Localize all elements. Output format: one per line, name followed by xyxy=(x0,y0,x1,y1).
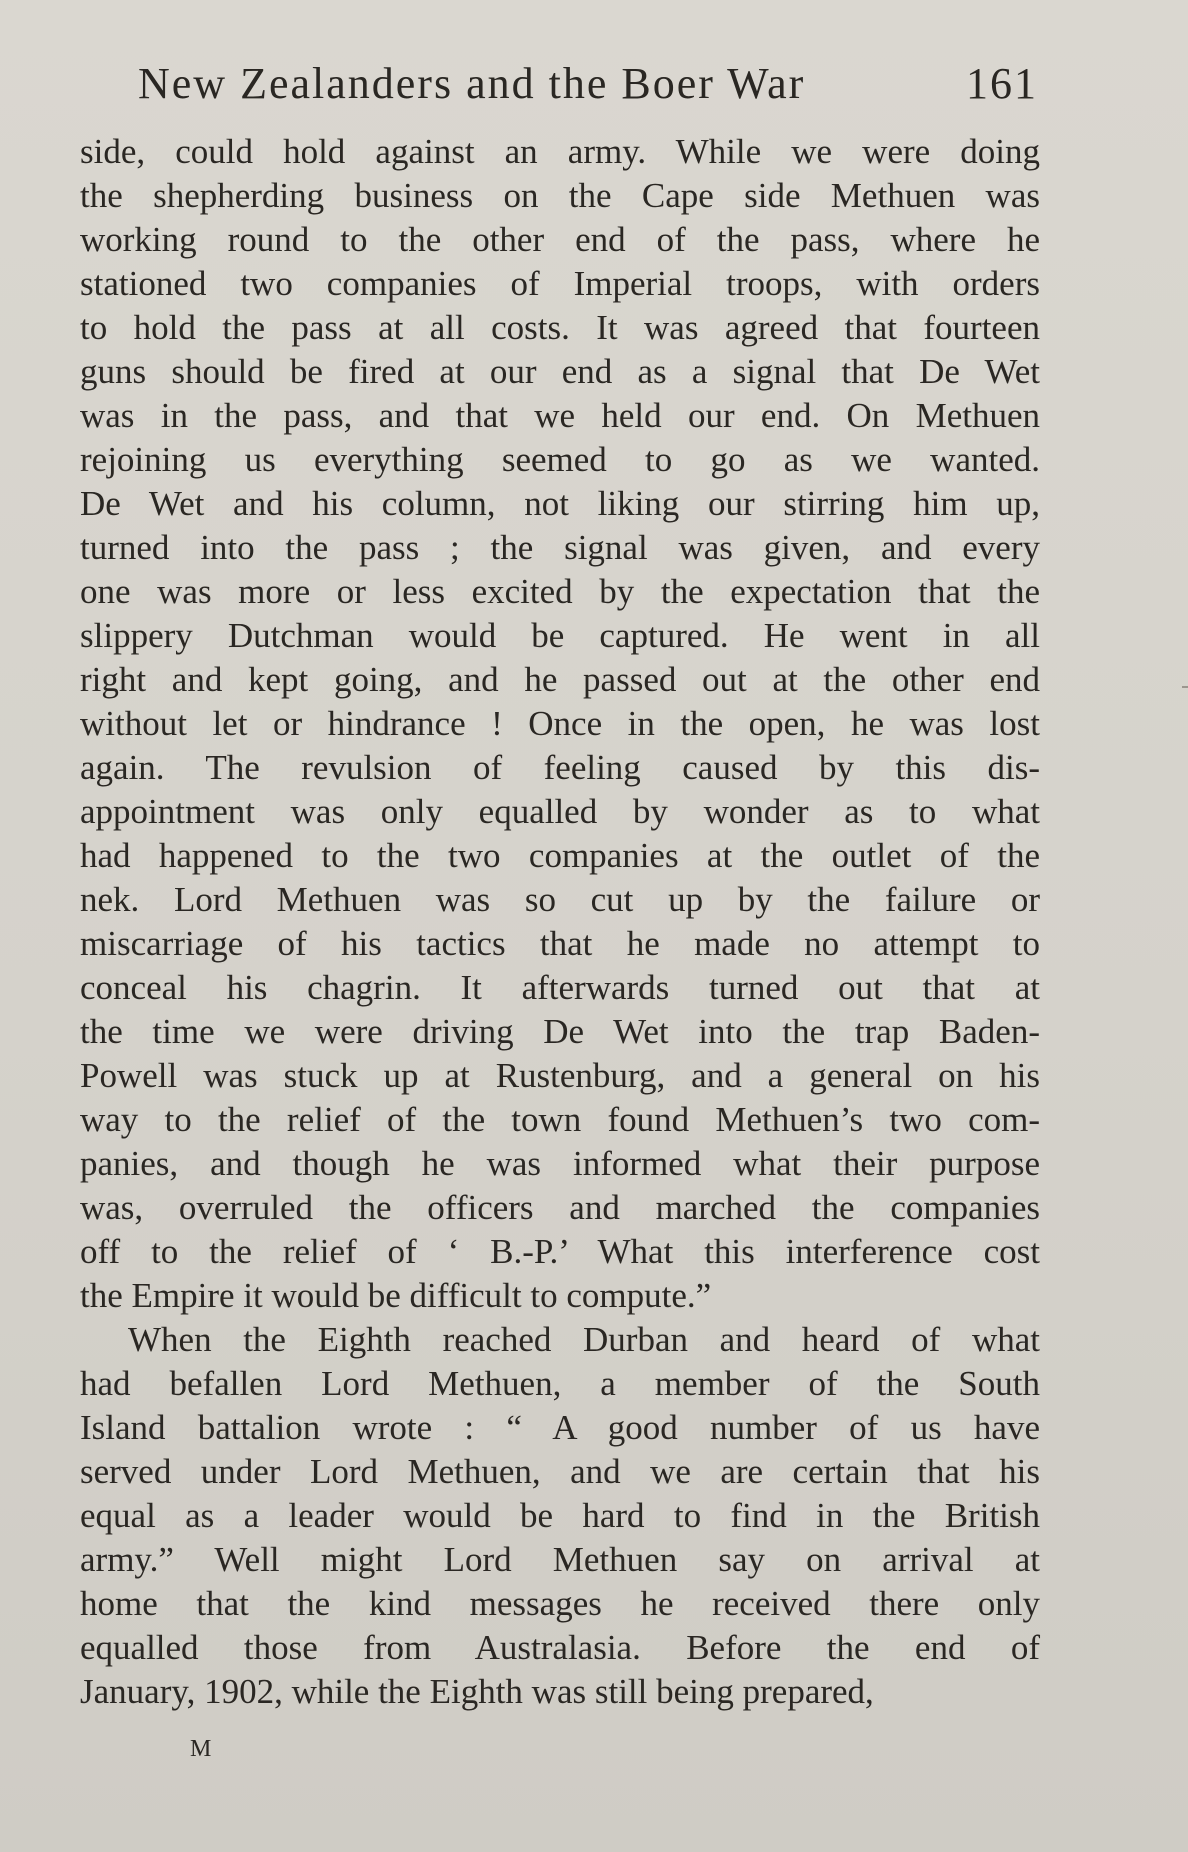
text-line: the Empire it would be difficult to compute.” xyxy=(80,1276,712,1315)
text-line: home that the kind messages he received there only xyxy=(80,1584,1040,1623)
text-line: nek. Lord Methuen was so cut up by the failure or xyxy=(80,880,1040,919)
text-line: equal as a leader would be hard to find in the British xyxy=(80,1496,1040,1535)
text-line: appointment was only equalled by wonder as to what xyxy=(80,792,1040,831)
text-line: served under Lord Methuen, and we are certain that his xyxy=(80,1452,1040,1491)
running-title: New Zealanders and the Boer War xyxy=(138,59,806,108)
text-line: panies, and though he was informed what their purpose xyxy=(80,1144,1040,1183)
paragraph-1 xyxy=(80,130,1040,1318)
text-line: was in the pass, and that we held our end. On Methuen xyxy=(80,396,1040,435)
text-line: equalled those from Australasia. Before the end of xyxy=(80,1628,1040,1667)
text-line: Island battalion wrote : “ A good number of us have xyxy=(80,1408,1040,1447)
text-line: turned into the pass ; the signal was given, and every xyxy=(80,528,1040,567)
text-line: miscarriage of his tactics that he made no attempt to xyxy=(80,924,1040,963)
text-line: had befallen Lord Methuen, a member of the South xyxy=(80,1364,1040,1403)
text-line: the shepherding business on the Cape side Methuen was xyxy=(80,176,1040,215)
paragraph-2 xyxy=(80,1318,1040,1714)
text-line: the time we were driving De Wet into the trap Baden- xyxy=(80,1012,1040,1051)
text-line: De Wet and his column, not liking our stirring him up, xyxy=(80,484,1040,523)
text-line: January, 1902, while the Eighth was still being prepared, xyxy=(80,1672,874,1711)
text-line: guns should be fired at our end as a signal that De Wet xyxy=(80,352,1040,391)
signature-mark: M xyxy=(190,1736,213,1762)
text-line: conceal his chagrin. It afterwards turned out that at xyxy=(80,968,1040,1007)
text-line: working round to the other end of the pass, where he xyxy=(80,220,1040,259)
body-text xyxy=(80,130,1040,1714)
text-line: Powell was stuck up at Rustenburg, and a general on his xyxy=(80,1056,1040,1095)
running-header xyxy=(138,50,1038,110)
text-line: side, could hold against an army. While we were doing xyxy=(80,132,1040,171)
text-line: army.” Well might Lord Methuen say on arrival at xyxy=(80,1540,1040,1579)
text-line: had happened to the two companies at the outlet of the xyxy=(80,836,1040,875)
text-line: one was more or less excited by the expectation that the xyxy=(80,572,1040,611)
text-line: When the Eighth reached Durban and heard of what xyxy=(128,1320,1040,1359)
text-line: way to the relief of the town found Methuen’s two com- xyxy=(80,1100,1040,1139)
page-edge-mark xyxy=(1182,686,1188,688)
text-line: slippery Dutchman would be captured. He went in all xyxy=(80,616,1040,655)
text-line: was, overruled the officers and marched the companies xyxy=(80,1188,1040,1227)
text-line: off to the relief of ‘ B.-P.’ What this interference cost xyxy=(80,1232,1040,1271)
text-line: stationed two companies of Imperial troops, with orders xyxy=(80,264,1040,303)
page-number: 161 xyxy=(966,59,1038,108)
text-line: again. The revulsion of feeling caused by this dis- xyxy=(80,748,1040,787)
text-line: without let or hindrance ! Once in the open, he was lost xyxy=(80,704,1040,743)
text-line: rejoining us everything seemed to go as we wanted. xyxy=(80,440,1040,479)
text-line: right and kept going, and he passed out at the other end xyxy=(80,660,1040,699)
text-line: to hold the pass at all costs. It was agreed that fourteen xyxy=(80,308,1040,347)
